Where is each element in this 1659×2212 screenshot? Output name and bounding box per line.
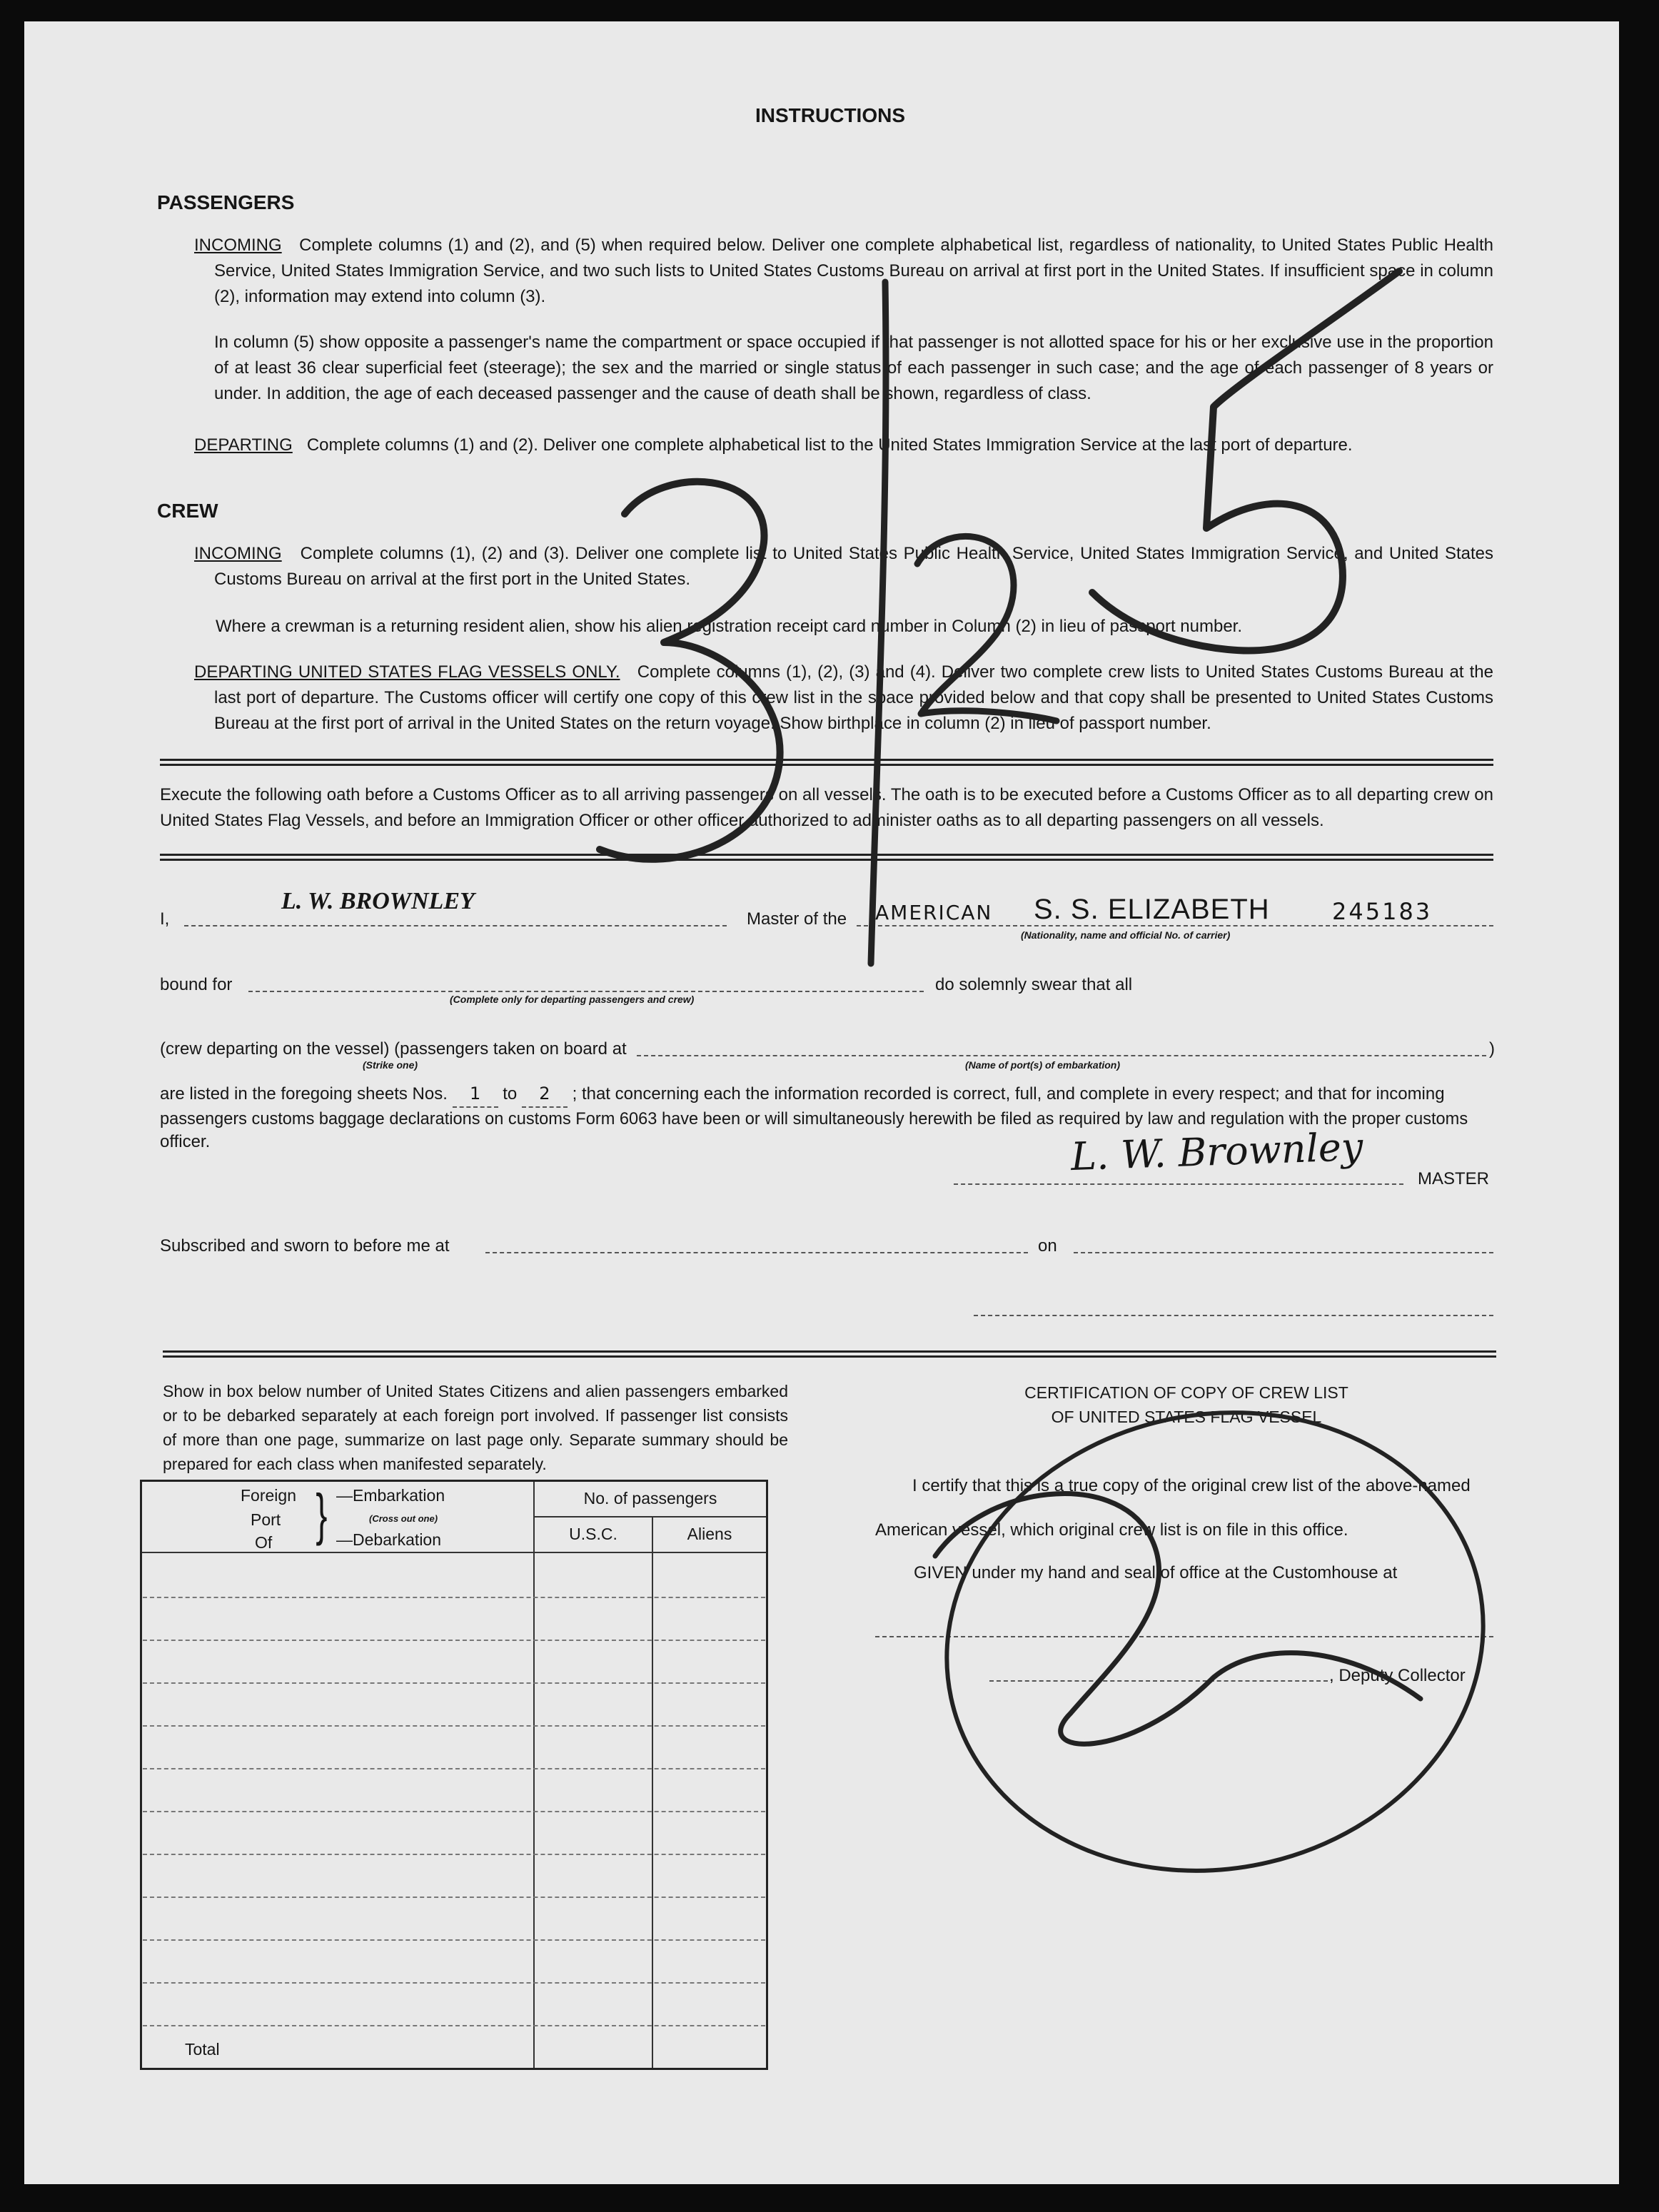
listed-prefix: are listed in the foregoing sheets Nos. [160, 1084, 448, 1104]
vessel-caption: (Nationality, name and official No. of carrier) [1021, 929, 1231, 941]
table-row [143, 1939, 765, 1941]
foreign-port-header [141, 1481, 535, 1552]
bound-caption: (Complete only for departing passengers and crew) [450, 994, 695, 1005]
vessel-nationality: AMERICAN [875, 901, 993, 924]
crew-departing-text: (crew departing on the vessel) (passengers taken on board at [160, 1039, 627, 1059]
master-label: MASTER [1418, 1169, 1490, 1188]
crew-crewman-text: Where a crewman is a returning resident alien, show his alien registration receipt card number in Column (2) in lieu of passport number. [216, 617, 1243, 636]
certification-title-line2: OF UNITED STATES FLAG VESSEL [1051, 1408, 1322, 1426]
debarkation-label: —Debarkation [336, 1530, 442, 1549]
swear-text: do solemnly swear that all [935, 975, 1133, 994]
certify-text-2: American vessel, which original crew list is on file in this office. [875, 1520, 1348, 1540]
crew-departing-label: DEPARTING UNITED STATES FLAG VESSELS ONLY. [194, 662, 620, 682]
sheet-to: 2 [522, 1081, 568, 1108]
embarkation-ports-line [637, 1055, 1486, 1056]
strike-caption: (Strike one) [363, 1059, 418, 1071]
crew-incoming-text: Complete columns (1), (2) and (3). Deliver one complete list to United States Public Health Service, United States Immigration Service, and United States Customs Bureau on arrival at the first port in the United States. [214, 544, 1493, 589]
table-row [143, 1640, 765, 1641]
bound-for-label: bound for [160, 975, 233, 994]
table-row [143, 1768, 765, 1769]
signature-line [954, 1183, 1403, 1185]
table-row [143, 1854, 765, 1855]
foreign-label: Foreign [241, 1486, 296, 1505]
passengers-heading: PASSENGERS [157, 191, 295, 213]
crew-incoming-label: INCOMING [194, 544, 282, 563]
passengers-departing-label: DEPARTING [194, 435, 293, 455]
to-label: to [503, 1084, 518, 1104]
vessel-name: S. S. ELIZABETH [1034, 894, 1270, 925]
aliens-header: Aliens [652, 1517, 767, 1552]
table-row [143, 1811, 765, 1812]
oath-instructions: Execute the following oath before a Customs Officer as to all arriving passengers on all vessels. The oath is to be executed before a Customs Officer as to all departing crew on United States Flag Vessels, and before an Immigration Officer or other officer authorized to administer oaths as to all departing passengers on all vessels. [160, 785, 1493, 830]
oath-i-label: I, [160, 909, 170, 929]
certification-title [1019, 1380, 1353, 1429]
crew-departing-text: Complete columns (1), (2), (3) and (4). Deliver two complete crew lists to United States Customs Bureau at the last port of departure. The Customs officer will certify one copy of this crew list in the space provided below and that copy shall be presented to United States Customs Bureau at the first port of arrival in the United States on the return voyage. Show birthplace in column (2) in lieu of passport number. [214, 662, 1493, 733]
cross-out-caption: (Cross out one) [369, 1513, 438, 1524]
certify-text-1: I certify that this is a true copy of the original crew list of the above-named [912, 1476, 1471, 1495]
divider [160, 854, 1493, 861]
close-paren: ) [1489, 1039, 1495, 1059]
master-name: L. W. BROWNLEY [281, 888, 475, 914]
sheet-from: 1 [453, 1081, 498, 1108]
subscribed-place-line [485, 1252, 1028, 1253]
given-text: GIVEN under my hand and seal of office at the Customhouse at [914, 1563, 1398, 1582]
listed-line-1 [160, 1081, 1445, 1108]
passenger-summary-table [140, 1480, 768, 2070]
total-label: Total [185, 2040, 220, 2059]
subscribed-officer-line [974, 1315, 1493, 1316]
listed-line-2: passengers customs baggage declarations on customs Form 6063 have been or will simultaneously herewith be filed as required by law and regulation with the proper customs [160, 1110, 1468, 1128]
master-signature: L. W. Brownley [1070, 1123, 1364, 1180]
master-name-line [184, 925, 727, 926]
bound-for-line [248, 991, 924, 992]
deputy-collector-label: , Deputy Collector [1329, 1666, 1466, 1685]
ports-caption: (Name of port(s) of embarkation) [965, 1059, 1121, 1071]
customhouse-line [875, 1636, 1493, 1637]
usc-header: U.S.C. [534, 1517, 652, 1552]
instructions-title: INSTRUCTIONS [755, 104, 905, 126]
table-row [143, 1597, 765, 1598]
passengers-incoming-paragraph [194, 233, 1493, 310]
vessel-official-no: 245183 [1332, 898, 1433, 925]
embarkation-label: —Embarkation [336, 1486, 445, 1505]
table-row [143, 1725, 765, 1727]
deputy-line [989, 1680, 1328, 1682]
summary-instructions: Show in box below number of United States Citizens and alien passengers embarked or to be debarked separately at each foreign port involved. If passenger list consists of more than one page, summarize on last page only. Separate summary should be prepared for each class when manifested separately. [163, 1382, 788, 1473]
table-row [143, 1682, 765, 1684]
listed-suffix: ; that concerning each the information recorded is correct, full, and complete in every respect; and that for incoming [572, 1084, 1445, 1104]
table-row [143, 1982, 765, 1984]
no-passengers-header: No. of passengers [534, 1481, 767, 1517]
passengers-column5-text: In column (5) show opposite a passenger's name the compartment or space occupied if that passenger is not allotted space for his or her exclusive use in the proportion of at least 36 clear superficial feet (steerage); the sex and the married or single status of each passenger in such case; and the age of each passenger of 8 years or under. In addition, the age of each deceased passenger and the cause of death shall be shown, regardless of class. [214, 333, 1493, 403]
divider [163, 1350, 1496, 1358]
subscribed-label: Subscribed and sworn to before me at [160, 1236, 450, 1256]
brace-icon: } [316, 1483, 328, 1546]
table-row [143, 2025, 765, 2026]
port-label: Port [251, 1510, 281, 1529]
listed-line-3: officer. [160, 1132, 211, 1151]
passengers-departing-text: Complete columns (1) and (2). Deliver one complete alphabetical list to the United States Immigration Service at the last port of departure. [306, 435, 1353, 455]
passengers-incoming-label: INCOMING [194, 236, 282, 255]
crew-heading: CREW [157, 500, 218, 522]
passengers-departing-paragraph [194, 433, 1493, 458]
crew-incoming-paragraph [194, 541, 1493, 592]
certification-title-line1: CERTIFICATION OF COPY OF CREW LIST [1024, 1383, 1348, 1402]
subscribed-date-line [1074, 1252, 1493, 1253]
master-of-label: Master of the [747, 909, 847, 929]
on-label: on [1038, 1236, 1057, 1256]
passengers-incoming-text: Complete columns (1) and (2), and (5) when required below. Deliver one complete alphabetical list, regardless of nationality, to United States Public Health Service, United States Immigration Service, and two such lists to United States Customs Bureau on arrival at first port in the United States. If insufficient space in column (2), information may extend into column (3). [214, 236, 1493, 306]
crew-departing-paragraph [194, 660, 1493, 737]
table-row [143, 1897, 765, 1898]
of-label: Of [255, 1533, 273, 1552]
divider [160, 759, 1493, 766]
